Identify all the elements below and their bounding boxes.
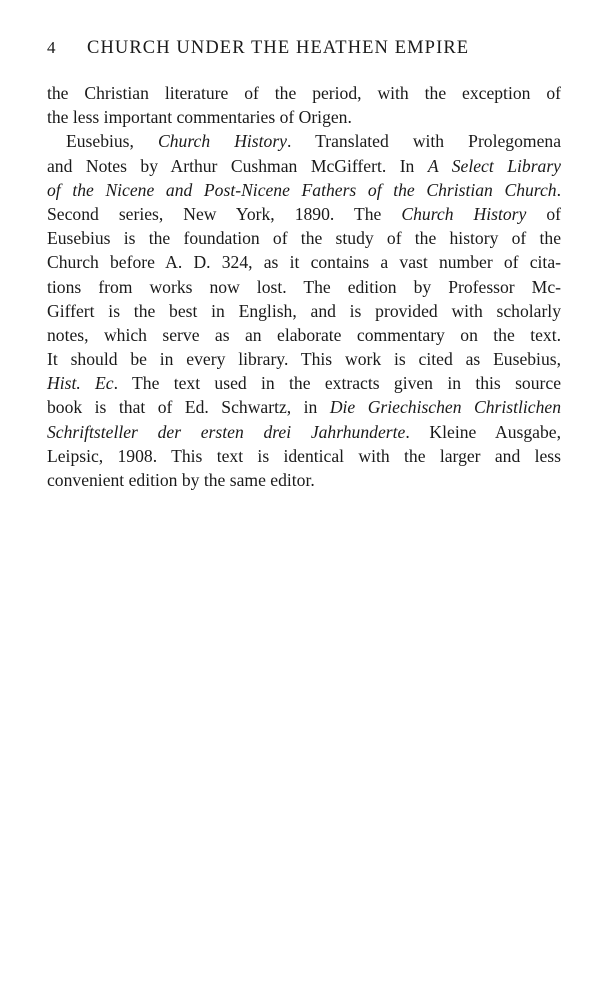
text-line xyxy=(47,371,561,395)
italic-text: Die Griechischen Christlichen xyxy=(329,397,561,418)
text-line xyxy=(47,444,561,468)
text-line xyxy=(47,275,561,299)
text-line xyxy=(47,323,561,347)
text-line xyxy=(47,299,561,323)
text-segment: Church before A. D. 324, as it contains a vast number of cita- xyxy=(47,252,561,273)
text-line xyxy=(47,250,561,274)
running-head xyxy=(47,38,562,64)
text-line xyxy=(47,81,561,105)
text-segment: the less important commentaries of Origen. xyxy=(47,107,352,128)
running-title: CHURCH UNDER THE HEATHEN EMPIRE xyxy=(87,38,470,58)
text-line xyxy=(47,202,561,226)
body-text xyxy=(47,81,561,492)
italic-text: Hist. Ec xyxy=(47,373,114,394)
text-segment: Leipsic, 1908. This text is identical with the larger and less xyxy=(47,445,561,466)
page-number: 4 xyxy=(47,38,57,57)
text-segment: Eusebius is the foundation of the study of the history of the xyxy=(47,228,561,249)
text-line xyxy=(47,105,561,129)
text-segment: . Kleine Ausgabe, xyxy=(405,421,561,442)
text-segment: the Christian literature of the period, with the exception of xyxy=(47,83,561,103)
text-segment: . Translated with Prolegomena xyxy=(286,131,561,152)
text-segment: It should be in every library. This work is cited as Eusebius, xyxy=(47,349,561,370)
text-line xyxy=(47,154,561,178)
text-line xyxy=(47,129,561,153)
italic-text: of the Nicene and Post-Nicene Fathers of the Christian Church xyxy=(47,179,557,200)
text-segment: . xyxy=(556,179,561,200)
italic-text: Church History xyxy=(158,131,287,152)
italic-text: A Select Library xyxy=(427,155,561,176)
text-segment: . The text used in the extracts given in this source xyxy=(113,373,562,394)
text-segment: Eusebius, xyxy=(66,131,158,152)
text-segment: tions from works now lost. The edition by Professor Mc- xyxy=(47,276,561,297)
text-line xyxy=(47,178,561,202)
text-segment: and Notes by Arthur Cushman McGiffert. In xyxy=(47,155,428,176)
text-line xyxy=(47,347,561,371)
text-segment: notes, which serve as an elaborate commentary on the text. xyxy=(47,324,561,345)
text-line xyxy=(47,395,561,419)
italic-text: Church History xyxy=(401,203,527,224)
text-segment: of xyxy=(526,203,561,224)
italic-text: Schriftsteller der ersten drei Jahrhunderte xyxy=(47,421,406,442)
text-segment: book is that of Ed. Schwartz, in xyxy=(47,397,330,418)
text-segment: Second series, New York, 1890. The xyxy=(47,203,402,224)
text-line xyxy=(47,420,561,444)
text-segment: Giffert is the best in English, and is provided with scholarly xyxy=(47,300,561,321)
text-line xyxy=(47,468,561,492)
text-segment: convenient edition by the same editor. xyxy=(47,470,315,490)
text-line xyxy=(47,226,561,250)
